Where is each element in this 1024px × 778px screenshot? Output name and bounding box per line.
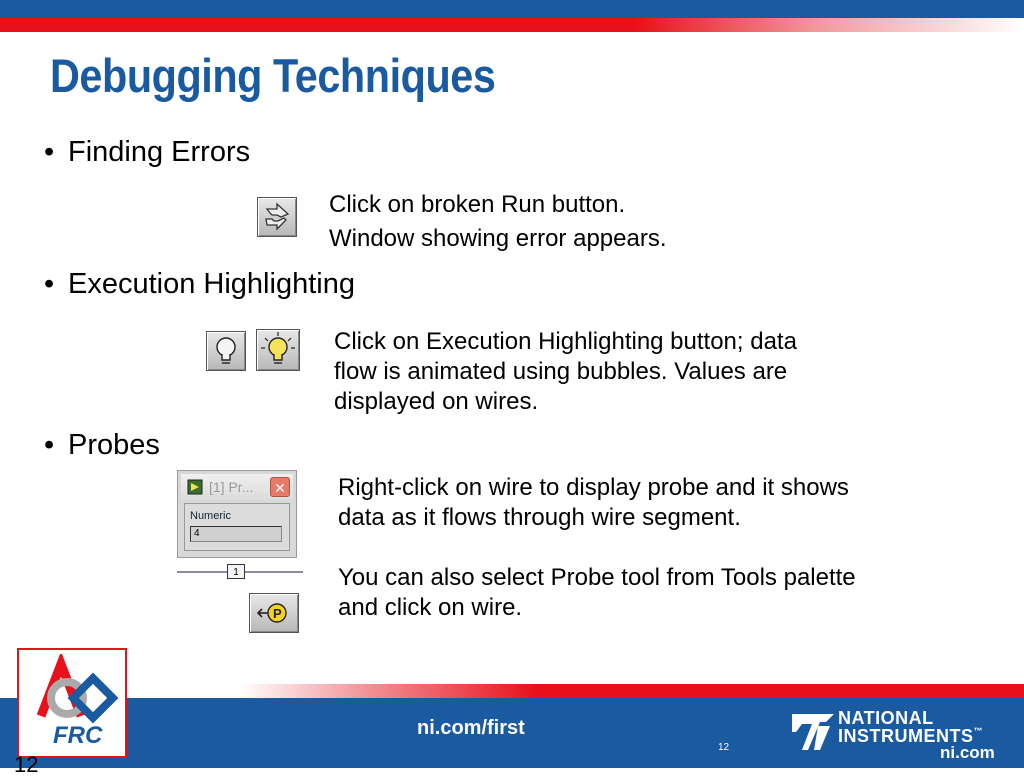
probe-window[interactable] (177, 470, 297, 558)
ni-logo (790, 706, 1020, 764)
svg-text:P: P (273, 606, 282, 621)
probes-description (338, 473, 856, 623)
broken-run-button[interactable] (257, 197, 297, 237)
desc-line: displayed on wires. (334, 388, 539, 415)
desc-line: Click on Execution Highlighting button; data (334, 328, 797, 355)
close-icon[interactable]: ✕ (270, 477, 290, 497)
top-red-stripe (0, 18, 1024, 32)
execution-highlighting-description (334, 327, 797, 417)
bullet-probes: • Probes (44, 429, 160, 461)
desc-line: and click on wire. (338, 594, 523, 621)
probe-tool-icon (250, 594, 298, 632)
desc-line: You can also select Probe tool from Tools palette (338, 564, 856, 591)
broken-run-arrow-icon (258, 198, 296, 236)
bullet-label: Probes (68, 429, 160, 461)
bullet-label: Finding Errors (68, 136, 251, 168)
bullet-execution-highlighting: • Execution Highlighting (44, 268, 355, 300)
probe-tool-button[interactable] (249, 593, 299, 633)
page-number: 12 (718, 742, 730, 753)
footer-url[interactable]: ni.com/first (417, 717, 525, 739)
frc-logo (17, 648, 127, 758)
bottom-red-stripe (240, 684, 1024, 698)
probe-wire-tag[interactable]: 1 (227, 564, 245, 579)
top-blue-bar (0, 0, 1024, 18)
highlight-on-button[interactable] (256, 329, 300, 371)
frc-logo-text: FRC (53, 722, 103, 749)
desc-line: Right-click on wire to display probe and it shows (338, 474, 849, 501)
probe-title-text: [1] Pr... (209, 479, 254, 495)
page-number-overlay: 12 (14, 752, 39, 777)
desc-line: Window showing error appears. (329, 225, 667, 252)
desc-line: data as it flows through wire segment. (338, 504, 741, 531)
numeric-value: 4 (190, 526, 282, 542)
lightbulb-on-icon (257, 330, 299, 370)
ni-logo-line1: NATIONAL (838, 708, 934, 728)
probe-window-icon (187, 479, 203, 495)
bullet-label: Execution Highlighting (68, 268, 355, 300)
probe-title-bar[interactable] (181, 474, 293, 500)
desc-line: flow is animated using bubbles. Values are (334, 358, 788, 385)
frc-emblem-icon (23, 654, 123, 724)
numeric-label: Numeric (190, 510, 231, 522)
ni-eagle-logo (790, 710, 836, 754)
lightbulb-off-icon (207, 332, 245, 370)
ni-logo-line2-text: INSTRUMENTS (838, 726, 974, 746)
finding-errors-description (329, 190, 667, 254)
bullet-finding-errors: • Finding Errors (44, 136, 251, 168)
numeric-control (184, 503, 290, 551)
highlight-off-button[interactable] (206, 331, 246, 371)
ni-logo-trademark: ™ (973, 726, 983, 736)
ni-logo-line3: ni.com (940, 743, 995, 762)
slide-title: Debugging Techniques (50, 49, 496, 102)
desc-line: Click on broken Run button. (329, 191, 626, 218)
